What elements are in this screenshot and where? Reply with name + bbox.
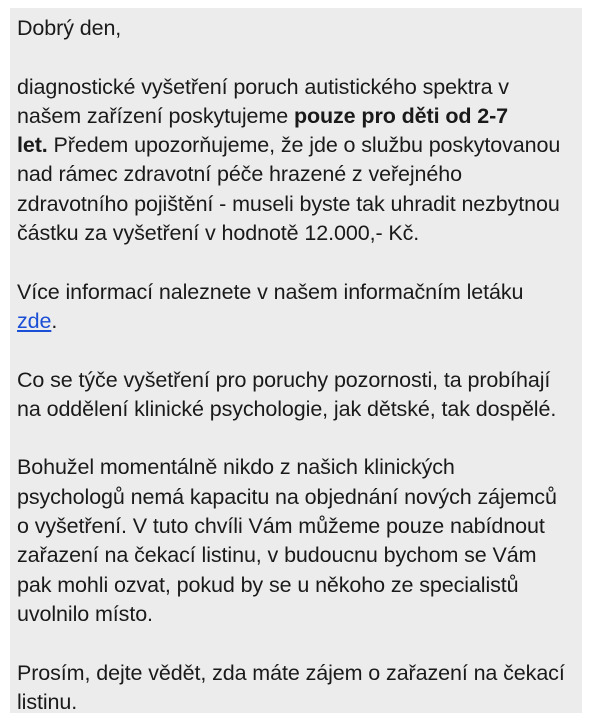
- text-line: listinu.: [17, 689, 78, 714]
- text-line: Co se týče vyšetření pro poruchy pozornosti, ta probíhají: [17, 367, 551, 392]
- text-line: nad rámec zdravotní péče hrazené z veřejného: [17, 162, 462, 187]
- text-line: zařazení na čekací listinu, v budoucnu bychom se Vám: [17, 543, 537, 568]
- text-span: Předem upozorňujeme, že jde o službu poskytovanou: [47, 133, 561, 158]
- greeting-line: Dobrý den,: [17, 16, 122, 40]
- age-unit-bold: let.: [17, 133, 48, 158]
- text-span: našem zařízení poskytujeme: [17, 103, 294, 128]
- text-line: pak mohli ozvat, pokud by se u někoho ze specialistů: [17, 572, 519, 597]
- paragraph-gap: [17, 629, 582, 658]
- paragraph-info-leaflet: [17, 278, 582, 337]
- text-line: [17, 131, 582, 160]
- text-line: psychologů nemá kapacitu na objednání nových zájemců: [17, 484, 557, 509]
- paragraph-gap: [17, 248, 582, 277]
- text-span: .: [51, 308, 58, 333]
- text-line: částku za vyšetření v hodnotě 12.000,- Kč.: [17, 221, 420, 246]
- paragraph-capacity: [17, 453, 582, 629]
- text-line: Více informací naleznete v našem informačním letáku: [17, 279, 524, 304]
- text-line: zdravotního pojištění - museli byste tak uhradit nezbytnou: [17, 191, 560, 216]
- text-line: uvolnilo místo.: [17, 601, 153, 626]
- message-bubble: [10, 8, 582, 713]
- text-line: o vyšetření. V tuto chvíli Vám můžeme pouze nabídnout: [17, 514, 545, 539]
- text-line: Prosím, dejte vědět, zda máte zájem o zařazení na čekací: [17, 660, 565, 685]
- paragraph-attention-disorders: [17, 366, 582, 425]
- text-line: [17, 102, 582, 131]
- text-line: diagnostické vyšetření poruch autistického spektra v: [17, 74, 509, 99]
- age-range-bold: pouze pro děti od 2-7: [293, 103, 509, 128]
- paragraph-pricing: [17, 73, 582, 249]
- paragraph-waitlist-request: [17, 659, 582, 717]
- paragraph-gap: [17, 336, 582, 365]
- text-line: na oddělení klinické psychologie, jak dětské, tak dospělé.: [17, 396, 557, 421]
- leaflet-link[interactable]: zde: [17, 308, 52, 333]
- text-line: Bohužel momentálně nikdo z našich klinických: [17, 455, 455, 480]
- paragraph-gap: [17, 424, 582, 453]
- paragraph-gap: [17, 43, 582, 72]
- text-line: [17, 307, 582, 336]
